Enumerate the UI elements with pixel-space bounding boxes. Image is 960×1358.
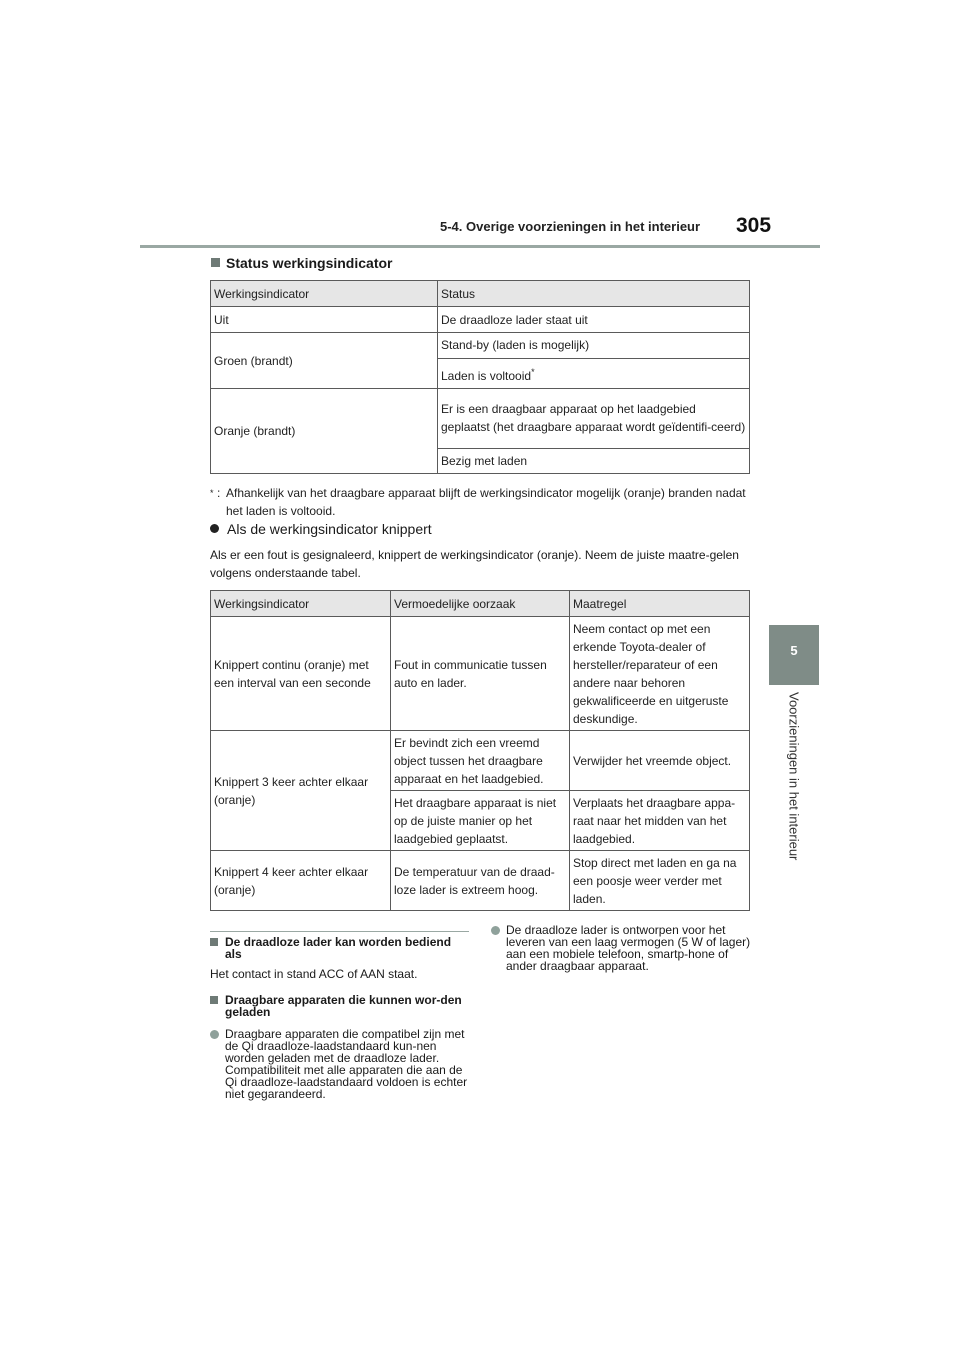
cause-cell: Er bevindt zich een vreemd object tussen het draagbare apparaat en het laadgebied. <box>391 731 570 791</box>
footnote-mark: * <box>210 488 214 498</box>
status-cell: Bezig met laden <box>438 449 750 474</box>
table-header-cell: Werkingsindicator <box>211 591 391 617</box>
note-heading-text: Draagbare apparaten die kunnen wor-den geladen <box>225 993 462 1019</box>
square-bullet-icon <box>210 938 218 946</box>
chapter-tab[interactable]: 5 <box>769 625 819 685</box>
indicator-cell: Knippert 4 keer achter elkaar (oranje) <box>211 851 391 911</box>
round-bullet-icon <box>210 524 219 533</box>
action-cell: Verwijder het vreemde object. <box>570 731 750 791</box>
note-bullet-text: De draadloze lader is ontworpen voor het leveren van een laag vermogen (5 W of lager) aan een mobiele telefoon, smartp-hone of ander draagbaar apparaat. <box>506 923 751 973</box>
table-header-row <box>211 591 750 617</box>
action-cell: Neem contact op met een erkende Toyota-dealer of hersteller/reparateur of een andere naar behoren gekwalificeerde en uitgeruste deskundige. <box>570 617 750 731</box>
table-row <box>211 731 750 791</box>
table-row <box>211 617 750 731</box>
cause-cell: Fout in communicatie tussen auto en lader. <box>391 617 570 731</box>
chapter-label: Voorzieningen in het interieur <box>786 692 802 861</box>
action-cell: Verplaats het draagbare appa-raat naar het midden van het laadgebied. <box>570 791 750 851</box>
page-number: 305 <box>736 214 772 237</box>
footnote-mark: * <box>531 366 535 377</box>
indicator-cell: Uit <box>211 307 438 333</box>
indicator-cell: Knippert 3 keer achter elkaar (oranje) <box>211 731 391 851</box>
round-bullet-icon <box>210 1030 219 1039</box>
square-bullet-icon <box>210 996 218 1004</box>
table-header-cell: Vermoedelijke oorzaak <box>391 591 570 617</box>
note-heading-text: De draadloze lader kan worden bediend als <box>225 935 452 961</box>
note-bullet-text: Draagbare apparaten die compatibel zijn met de Qi draadloze-laadstandaard kun-nen worden geladen met de draadloze lader. Compatibiliteit met alle apparaten die aan de Qi draadloze-laadstandaard voldoen is echter niet gegarandeerd. <box>225 1027 468 1101</box>
footnote-colon: : <box>217 486 221 500</box>
table-header-cell: Status <box>438 281 750 307</box>
status-text: Laden is voltooid <box>441 368 532 383</box>
status-cell: Stand-by (laden is mogelijk) <box>438 333 750 359</box>
indicator-cell: Knippert continu (oranje) met een interval van een seconde <box>211 617 391 731</box>
header-divider <box>140 245 820 248</box>
status-section-title: Status werkingsindicator <box>226 255 393 271</box>
status-table <box>210 280 750 474</box>
cause-cell: Het draagbare apparaat is niet op de juiste manier op het laadgebied geplaatst. <box>391 791 570 851</box>
indicator-cell: Groen (brandt) <box>211 333 438 389</box>
action-cell: Stop direct met laden en ga na een poosje weer verder met laden. <box>570 851 750 911</box>
section-title: 5-4. Overige voorzieningen in het interieur <box>440 219 701 234</box>
table-row <box>211 333 750 359</box>
table-row <box>211 851 750 911</box>
blink-intro: Als er een fout is gesignaleerd, knippert de werkingsindicator (oranje). Neem de juiste maatre-gelen volgens onderstaande tabel. <box>210 548 739 580</box>
cause-cell: De temperatuur van de draad-loze lader is extreem hoog. <box>391 851 570 911</box>
blink-section-title: Als de werkingsindicator knippert <box>227 521 432 537</box>
blink-table <box>210 590 750 911</box>
table-row <box>211 389 750 449</box>
note-text: Het contact in stand ACC of AAN staat. <box>210 967 418 981</box>
table-row <box>211 307 750 333</box>
footnote-text: Afhankelijk van het draagbare apparaat blijft de werkingsindicator mogelijk (oranje) branden nadat het laden is voltooid. <box>226 486 746 518</box>
notes-divider <box>210 931 469 932</box>
status-section-heading <box>211 255 392 271</box>
table-header-cell: Werkingsindicator <box>211 281 438 307</box>
status-cell <box>438 359 750 389</box>
status-cell: De draadloze lader staat uit <box>438 307 750 333</box>
status-cell: Er is een draagbaar apparaat op het laadgebied geplaatst (het draagbare apparaat wordt geïdentifi-ceerd) <box>438 389 750 449</box>
table-header-row <box>211 281 750 307</box>
square-bullet-icon <box>211 258 220 267</box>
chapter-label-wrapper <box>774 692 814 872</box>
blink-section-heading <box>210 521 432 537</box>
round-bullet-icon <box>491 926 500 935</box>
table-header-cell: Maatregel <box>570 591 750 617</box>
indicator-cell: Oranje (brandt) <box>211 389 438 474</box>
